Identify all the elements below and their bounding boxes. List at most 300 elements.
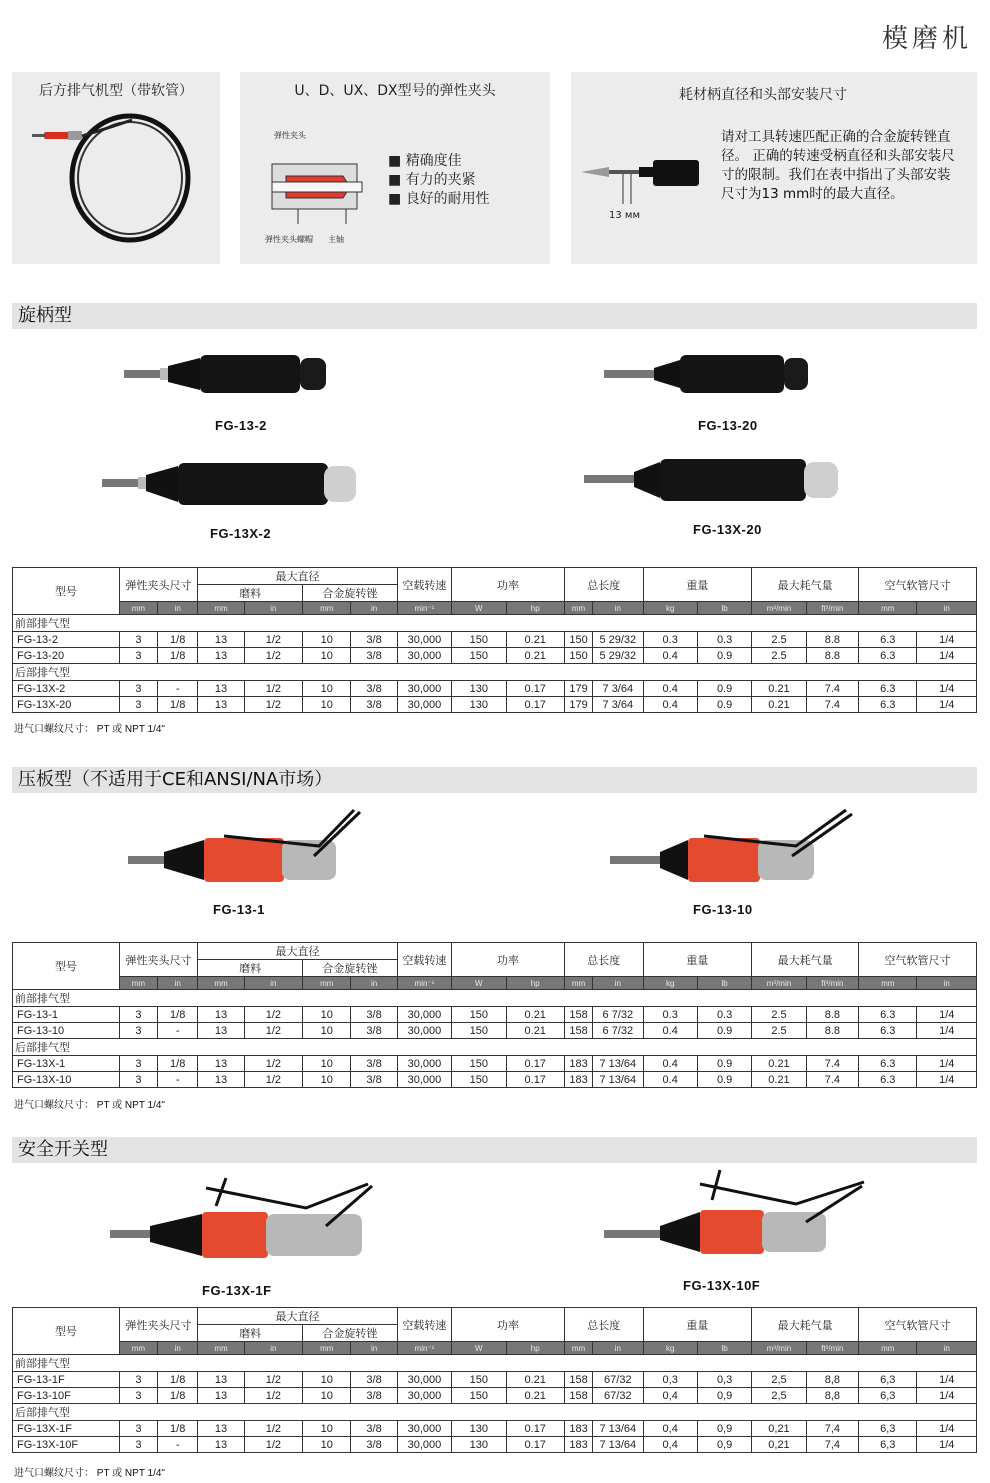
header-cell: 空气软管尺寸 <box>859 1308 977 1342</box>
table-cell: FG-13-2 <box>13 632 120 648</box>
unit-cell: mm <box>303 977 351 990</box>
table-cell: 6.3 <box>859 648 917 664</box>
table-cell: 6.3 <box>859 1072 917 1088</box>
table-cell: FG-13X-1F <box>13 1421 120 1437</box>
table-cell: 1/8 <box>158 1372 198 1388</box>
tool-image-fg-13-2 <box>120 352 330 398</box>
unit-cell: kg <box>643 602 697 615</box>
table-cell: 0.4 <box>643 1072 697 1088</box>
group-label: 后部排气型 <box>13 664 977 681</box>
table-cell: 0,9 <box>697 1437 751 1453</box>
group-label: 后部排气型 <box>13 1039 977 1056</box>
table-cell: 10 <box>303 697 351 713</box>
table-cell: 3 <box>119 1388 157 1404</box>
table-cell: 130 <box>452 697 506 713</box>
unit-cell: W <box>452 977 506 990</box>
table-cell: 1/4 <box>917 1056 977 1072</box>
table-cell: 1/4 <box>917 648 977 664</box>
table-cell: 3 <box>119 1372 157 1388</box>
tool-caption: FG-13-20 <box>698 418 758 433</box>
table-cell: 0.17 <box>506 1421 564 1437</box>
table-cell: 6.3 <box>859 681 917 697</box>
header-cell: 重量 <box>643 568 752 602</box>
header-cell: 最大耗气量 <box>752 568 859 602</box>
tool-image-fg-13-20 <box>600 352 810 398</box>
table-cell: 6,3 <box>859 1437 917 1453</box>
unit-cell: in <box>158 977 198 990</box>
table-cell: 13 <box>198 648 244 664</box>
table-cell: 30,000 <box>397 1388 451 1404</box>
section-title: 旋柄型 <box>12 303 977 329</box>
unit-cell: in <box>351 1342 397 1355</box>
table-cell: 2.5 <box>752 632 806 648</box>
table-cell: 13 <box>198 1421 244 1437</box>
table-cell: 1/2 <box>244 1421 302 1437</box>
shank-box <box>571 72 977 264</box>
unit-cell: kg <box>643 977 697 990</box>
table-cell: 158 <box>564 1372 592 1388</box>
unit-cell: min⁻¹ <box>397 977 451 990</box>
unit-cell: in <box>593 1342 643 1355</box>
table-cell: 1/4 <box>917 1007 977 1023</box>
table-cell: - <box>158 1437 198 1453</box>
header-cell: 合金旋转锉 <box>303 1325 398 1342</box>
header-cell: 型号 <box>13 1308 120 1355</box>
table-cell: 1/2 <box>244 632 302 648</box>
tool-image-fg-13-1 <box>124 806 364 886</box>
header-cell: 空载转速 <box>397 943 451 977</box>
table-cell: 1/2 <box>244 697 302 713</box>
table-cell: 183 <box>564 1421 592 1437</box>
section-title: 压板型（不适用于CE和ANSI/NA市场） <box>12 767 977 793</box>
tool-caption: FG-13X-10F <box>683 1278 761 1293</box>
header-cell: 型号 <box>13 943 120 990</box>
table-cell: 1/2 <box>244 648 302 664</box>
table-cell: 1/2 <box>244 1023 302 1039</box>
table-row <box>13 1388 977 1404</box>
collet-box <box>240 72 550 264</box>
header-cell: 弹性夹头尺寸 <box>119 1308 198 1342</box>
group-row <box>13 1404 977 1421</box>
unit-cell: mm <box>303 602 351 615</box>
unit-cell: in <box>917 977 977 990</box>
table-cell: 0.9 <box>697 1023 751 1039</box>
table-cell: 3 <box>119 648 157 664</box>
table-cell: 150 <box>452 1388 506 1404</box>
table-cell: 1/8 <box>158 1388 198 1404</box>
unit-cell: in <box>158 1342 198 1355</box>
table-cell: 1/2 <box>244 1372 302 1388</box>
table-cell: 2,5 <box>752 1372 806 1388</box>
table-cell: FG-13X-10 <box>13 1072 120 1088</box>
table-cell: 1/4 <box>917 1421 977 1437</box>
table-cell: 0.9 <box>697 697 751 713</box>
unit-cell: in <box>593 977 643 990</box>
table-cell: 10 <box>303 1388 351 1404</box>
spec-table <box>12 1307 977 1453</box>
table-cell: 0,4 <box>643 1437 697 1453</box>
table-cell: 179 <box>564 681 592 697</box>
table-cell: 67/32 <box>593 1388 643 1404</box>
group-row <box>13 1039 977 1056</box>
tool-image-fg-13-10 <box>606 806 856 886</box>
table-cell: 1/2 <box>244 1437 302 1453</box>
table-cell: 13 <box>198 1388 244 1404</box>
table-cell: 3/8 <box>351 681 397 697</box>
table-cell: 30,000 <box>397 648 451 664</box>
collet-label: 弹性夹头 <box>274 131 306 140</box>
spec-table <box>12 942 977 1088</box>
unit-cell: W <box>452 602 506 615</box>
table-cell: 3 <box>119 1072 157 1088</box>
table-cell: 0.21 <box>506 1372 564 1388</box>
unit-cell: mm <box>859 1342 917 1355</box>
table-cell: 0,9 <box>697 1421 751 1437</box>
table-cell: 13 <box>198 1437 244 1453</box>
header-cell: 最大直径 <box>198 1308 397 1325</box>
unit-cell: min⁻¹ <box>397 602 451 615</box>
table-cell: 6 7/32 <box>593 1007 643 1023</box>
tool-image-fg-13x-2 <box>98 460 360 508</box>
header-cell: 磨料 <box>198 585 303 602</box>
table-row <box>13 1437 977 1453</box>
unit-cell: ft³/min <box>806 977 858 990</box>
table-cell: 3/8 <box>351 1007 397 1023</box>
table-row <box>13 1421 977 1437</box>
table-cell: 10 <box>303 1437 351 1453</box>
feature-item: ■ 有力的夹紧 <box>388 171 490 190</box>
table-cell: 150 <box>452 1007 506 1023</box>
table-cell: 2.5 <box>752 1023 806 1039</box>
table-unit-row <box>13 602 977 615</box>
unit-cell: hp <box>506 977 564 990</box>
table-cell: 0.9 <box>697 1072 751 1088</box>
table-cell: 130 <box>452 681 506 697</box>
table-cell: 2,5 <box>752 1388 806 1404</box>
table-cell: 0.4 <box>643 697 697 713</box>
collet-heading: U、D、UX、DX型号的弹性夹头 <box>294 83 496 99</box>
table-cell: 150 <box>452 632 506 648</box>
table-cell: 3 <box>119 1437 157 1453</box>
table-cell: 0.17 <box>506 1072 564 1088</box>
tool-image-fg-13x-1f <box>106 1174 376 1270</box>
table-cell: 3/8 <box>351 632 397 648</box>
table-cell: 0.17 <box>506 1437 564 1453</box>
unit-cell: W <box>452 1342 506 1355</box>
table-cell: 0.21 <box>506 1007 564 1023</box>
table-cell: 3/8 <box>351 1372 397 1388</box>
table-cell: 2.5 <box>752 648 806 664</box>
table-cell: 6.3 <box>859 1056 917 1072</box>
table-cell: 10 <box>303 1007 351 1023</box>
table-cell: 0.9 <box>697 681 751 697</box>
table-cell: 13 <box>198 1056 244 1072</box>
header-cell: 弹性夹头尺寸 <box>119 943 198 977</box>
table-row <box>13 1372 977 1388</box>
table-cell: 6,3 <box>859 1372 917 1388</box>
tool-image-fg-13x-20 <box>580 456 842 504</box>
table-cell: 13 <box>198 681 244 697</box>
header-cell: 空载转速 <box>397 568 451 602</box>
table-cell: 1/8 <box>158 648 198 664</box>
table-cell: 8.8 <box>806 632 858 648</box>
table-cell: FG-13-1F <box>13 1372 120 1388</box>
table-cell: 8.8 <box>806 1023 858 1039</box>
unit-cell: mm <box>119 1342 157 1355</box>
group-label: 后部排气型 <box>13 1404 977 1421</box>
header-cell: 功率 <box>452 943 565 977</box>
header-cell: 总长度 <box>564 1308 643 1342</box>
footnote: 进气口螺纹尺寸： PT 或 NPT 1/4" <box>14 1468 165 1479</box>
table-cell: 7 13/64 <box>593 1437 643 1453</box>
header-cell: 功率 <box>452 568 565 602</box>
table-cell: 3/8 <box>351 1023 397 1039</box>
unit-cell: in <box>917 1342 977 1355</box>
table-cell: 30,000 <box>397 1372 451 1388</box>
table-cell: 3 <box>119 1056 157 1072</box>
table-cell: 10 <box>303 681 351 697</box>
table-cell: 3 <box>119 1023 157 1039</box>
table-cell: 3 <box>119 681 157 697</box>
table-cell: 3/8 <box>351 648 397 664</box>
table-cell: FG-13-1 <box>13 1007 120 1023</box>
table-cell: 30,000 <box>397 1007 451 1023</box>
table-cell: 8,8 <box>806 1388 858 1404</box>
table-cell: 30,000 <box>397 681 451 697</box>
table-cell: 30,000 <box>397 1421 451 1437</box>
unit-cell: min⁻¹ <box>397 1342 451 1355</box>
table-cell: 1/4 <box>917 1072 977 1088</box>
table-cell: FG-13-10 <box>13 1023 120 1039</box>
table-cell: 150 <box>452 1023 506 1039</box>
table-cell: 1/2 <box>244 681 302 697</box>
table-cell: 0.4 <box>643 1023 697 1039</box>
table-cell: 1/4 <box>917 1023 977 1039</box>
table-cell: 0.3 <box>643 1007 697 1023</box>
table-cell: 130 <box>452 1437 506 1453</box>
table-cell: 10 <box>303 1372 351 1388</box>
table-header-row <box>13 568 977 585</box>
unit-cell: mm <box>859 602 917 615</box>
table-cell: 1/8 <box>158 632 198 648</box>
table-cell: 7.4 <box>806 681 858 697</box>
table-cell: 3/8 <box>351 1437 397 1453</box>
unit-cell: in <box>244 977 302 990</box>
table-cell: 0,21 <box>752 1421 806 1437</box>
table-cell: 183 <box>564 1056 592 1072</box>
unit-cell: m³/min <box>752 977 806 990</box>
table-cell: 1/4 <box>917 681 977 697</box>
table-cell: 3 <box>119 1421 157 1437</box>
table-cell: 10 <box>303 648 351 664</box>
header-cell: 磨料 <box>198 1325 303 1342</box>
table-cell: 0.4 <box>643 1056 697 1072</box>
table-row <box>13 697 977 713</box>
table-cell: 179 <box>564 697 592 713</box>
unit-cell: mm <box>198 977 244 990</box>
table-cell: 150 <box>452 648 506 664</box>
table-cell: 158 <box>564 1007 592 1023</box>
unit-cell: ft³/min <box>806 1342 858 1355</box>
table-cell: FG-13-10F <box>13 1388 120 1404</box>
table-cell: 13 <box>198 632 244 648</box>
table-cell: 6.3 <box>859 632 917 648</box>
table-cell: 1/8 <box>158 1056 198 1072</box>
unit-cell: mm <box>119 977 157 990</box>
table-cell: 3/8 <box>351 1072 397 1088</box>
table-cell: 7 3/64 <box>593 697 643 713</box>
table-cell: 130 <box>452 1421 506 1437</box>
table-cell: - <box>158 681 198 697</box>
page-title: 模磨机 <box>881 24 972 54</box>
table-cell: 6.3 <box>859 1023 917 1039</box>
table-row <box>13 648 977 664</box>
hose-model-heading: 后方排气机型（带软管） <box>39 83 193 99</box>
table-cell: 8.8 <box>806 648 858 664</box>
table-cell: 13 <box>198 1072 244 1088</box>
table-cell: 13 <box>198 1007 244 1023</box>
feature-item: ■ 精确度佳 <box>388 152 490 171</box>
table-cell: 7.4 <box>806 697 858 713</box>
header-cell: 重量 <box>643 1308 752 1342</box>
unit-cell: kg <box>643 1342 697 1355</box>
table-cell: 1/4 <box>917 697 977 713</box>
burr-diagram <box>579 150 709 210</box>
table-cell: 6.3 <box>859 1007 917 1023</box>
table-cell: 150 <box>564 632 592 648</box>
unit-cell: mm <box>564 602 592 615</box>
table-cell: FG-13X-10F <box>13 1437 120 1453</box>
unit-cell: in <box>351 977 397 990</box>
table-cell: 10 <box>303 1072 351 1088</box>
unit-cell: in <box>244 1342 302 1355</box>
header-cell: 总长度 <box>564 943 643 977</box>
table-row <box>13 632 977 648</box>
group-row <box>13 990 977 1007</box>
table-cell: 1/8 <box>158 697 198 713</box>
table-cell: 1/4 <box>917 1372 977 1388</box>
table-cell: 3/8 <box>351 1421 397 1437</box>
tool-caption: FG-13-10 <box>693 902 753 917</box>
table-cell: 7 13/64 <box>593 1072 643 1088</box>
table-cell: 3/8 <box>351 697 397 713</box>
table-cell: 7 13/64 <box>593 1056 643 1072</box>
tool-caption: FG-13X-20 <box>693 522 762 537</box>
table-cell: 150 <box>452 1056 506 1072</box>
section-title: 安全开关型 <box>12 1137 977 1163</box>
table-cell: 7,4 <box>806 1437 858 1453</box>
table-row <box>13 1056 977 1072</box>
table-cell: 10 <box>303 1023 351 1039</box>
table-cell: 30,000 <box>397 1056 451 1072</box>
hose-model-box <box>12 72 220 264</box>
unit-cell: mm <box>198 1342 244 1355</box>
group-row <box>13 1355 977 1372</box>
table-cell: 30,000 <box>397 1437 451 1453</box>
header-cell: 合金旋转锉 <box>303 960 398 977</box>
table-cell: 1/2 <box>244 1007 302 1023</box>
tool-caption: FG-13X-1F <box>202 1283 272 1298</box>
header-cell: 空气软管尺寸 <box>859 943 977 977</box>
feature-item: ■ 良好的耐用性 <box>388 190 490 209</box>
collet-feature-list <box>388 152 490 209</box>
table-header-row <box>13 1308 977 1325</box>
group-row <box>13 664 977 681</box>
table-cell: 0.3 <box>697 632 751 648</box>
footnote: 进气口螺纹尺寸： PT 或 NPT 1/4" <box>14 724 165 735</box>
header-cell: 重量 <box>643 943 752 977</box>
table-cell: 0.21 <box>506 1388 564 1404</box>
table-cell: 7 13/64 <box>593 1421 643 1437</box>
table-cell: 0.21 <box>752 697 806 713</box>
group-label: 前部排气型 <box>13 990 977 1007</box>
unit-cell: m³/min <box>752 1342 806 1355</box>
table-cell: 13 <box>198 697 244 713</box>
tool-image-fg-13x-10f <box>600 1166 870 1262</box>
header-cell: 总长度 <box>564 568 643 602</box>
table-cell: 0.3 <box>643 632 697 648</box>
tool-caption: FG-13X-2 <box>210 526 272 541</box>
header-cell: 最大直径 <box>198 943 397 960</box>
table-cell: 30,000 <box>397 1072 451 1088</box>
unit-cell: mm <box>198 602 244 615</box>
table-cell: 6 7/32 <box>593 1023 643 1039</box>
header-cell: 最大耗气量 <box>752 943 859 977</box>
table-cell: 1/4 <box>917 1437 977 1453</box>
table-cell: - <box>158 1072 198 1088</box>
table-cell: 183 <box>564 1072 592 1088</box>
header-cell: 空气软管尺寸 <box>859 568 977 602</box>
table-cell: 0,9 <box>697 1388 751 1404</box>
header-cell: 磨料 <box>198 960 303 977</box>
collet-nut-label: 弹性夹头螺帽 <box>265 235 313 244</box>
table-cell: 0.17 <box>506 697 564 713</box>
table-row <box>13 1072 977 1088</box>
table-cell: 8.8 <box>806 1007 858 1023</box>
table-cell: 10 <box>303 1421 351 1437</box>
group-label: 前部排气型 <box>13 615 977 632</box>
table-cell: 13 <box>198 1023 244 1039</box>
table-cell: 0.17 <box>506 681 564 697</box>
table-cell: 7.4 <box>806 1072 858 1088</box>
hose-grinder-image <box>12 100 220 260</box>
header-cell: 功率 <box>452 1308 565 1342</box>
unit-cell: in <box>593 602 643 615</box>
header-cell: 合金旋转锉 <box>303 585 398 602</box>
footnote: 进气口螺纹尺寸： PT 或 NPT 1/4" <box>14 1100 165 1111</box>
table-cell: FG-13X-2 <box>13 681 120 697</box>
table-cell: 0.21 <box>752 681 806 697</box>
table-cell: 13 <box>198 1372 244 1388</box>
table-cell: 0.9 <box>697 1056 751 1072</box>
table-row <box>13 1007 977 1023</box>
table-cell: 10 <box>303 1056 351 1072</box>
table-cell: 0,4 <box>643 1388 697 1404</box>
table-cell: 0.9 <box>697 648 751 664</box>
table-cell: 8,8 <box>806 1372 858 1388</box>
table-cell: 1/2 <box>244 1056 302 1072</box>
table-cell: 0.4 <box>643 648 697 664</box>
table-cell: 5 29/32 <box>593 632 643 648</box>
unit-cell: mm <box>564 1342 592 1355</box>
table-cell: 1/4 <box>917 632 977 648</box>
table-cell: 3 <box>119 1007 157 1023</box>
table-cell: FG-13X-1 <box>13 1056 120 1072</box>
unit-cell: mm <box>859 977 917 990</box>
table-cell: 67/32 <box>593 1372 643 1388</box>
table-cell: 30,000 <box>397 632 451 648</box>
table-cell: 1/4 <box>917 1388 977 1404</box>
